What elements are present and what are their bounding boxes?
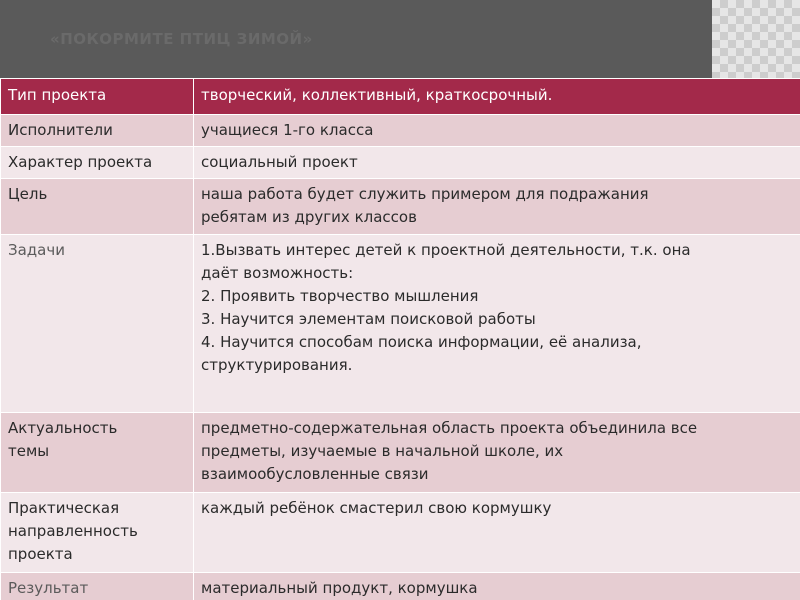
table-row-tasks xyxy=(1,235,800,413)
row-value: каждый ребёнок смастерил свою кормушку xyxy=(194,493,800,573)
row-label: Актуальность темы xyxy=(1,413,194,493)
row-label: Характер проекта xyxy=(1,147,194,179)
row-label: Цель xyxy=(1,179,194,235)
row-value: 1.Вызвать интерес детей к проектной деятельности, т.к. она даёт возможность: 2. Проявить творчество мышления 3. Научится элементам поисковой работы 4. Научится способам поиска информации, её анализа, структурирования. xyxy=(194,235,800,413)
slide-title: «ПОКОРМИТЕ ПТИЦ ЗИМОЙ» xyxy=(50,30,313,48)
table-row-relevance xyxy=(1,413,800,493)
row-value: материальный продукт, кормушка xyxy=(194,573,800,600)
table-row-goal xyxy=(1,179,800,235)
row-value: учащиеся 1-го класса xyxy=(194,115,800,147)
table-row-performers xyxy=(1,115,800,147)
row-value: социальный проект xyxy=(194,147,800,179)
row-value: творческий, коллективный, краткосрочный. xyxy=(194,79,800,115)
row-label: Практическая направленность проекта xyxy=(1,493,194,573)
row-label: Исполнители xyxy=(1,115,194,147)
row-value: наша работа будет служить примером для подражания ребятам из других классов xyxy=(194,179,800,235)
row-value: предметно-содержательная область проекта объединила все предметы, изучаемые в начальной школе, их взаимообусловленные связи xyxy=(194,413,800,493)
table-row-result xyxy=(1,573,800,600)
decorative-pattern xyxy=(712,0,800,78)
project-table xyxy=(0,78,800,600)
row-label: Результат xyxy=(1,573,194,600)
row-label: Задачи xyxy=(1,235,194,413)
table-row-type xyxy=(1,79,800,115)
table-row-character xyxy=(1,147,800,179)
row-label: Тип проекта xyxy=(1,79,194,115)
table-row-practical xyxy=(1,493,800,573)
